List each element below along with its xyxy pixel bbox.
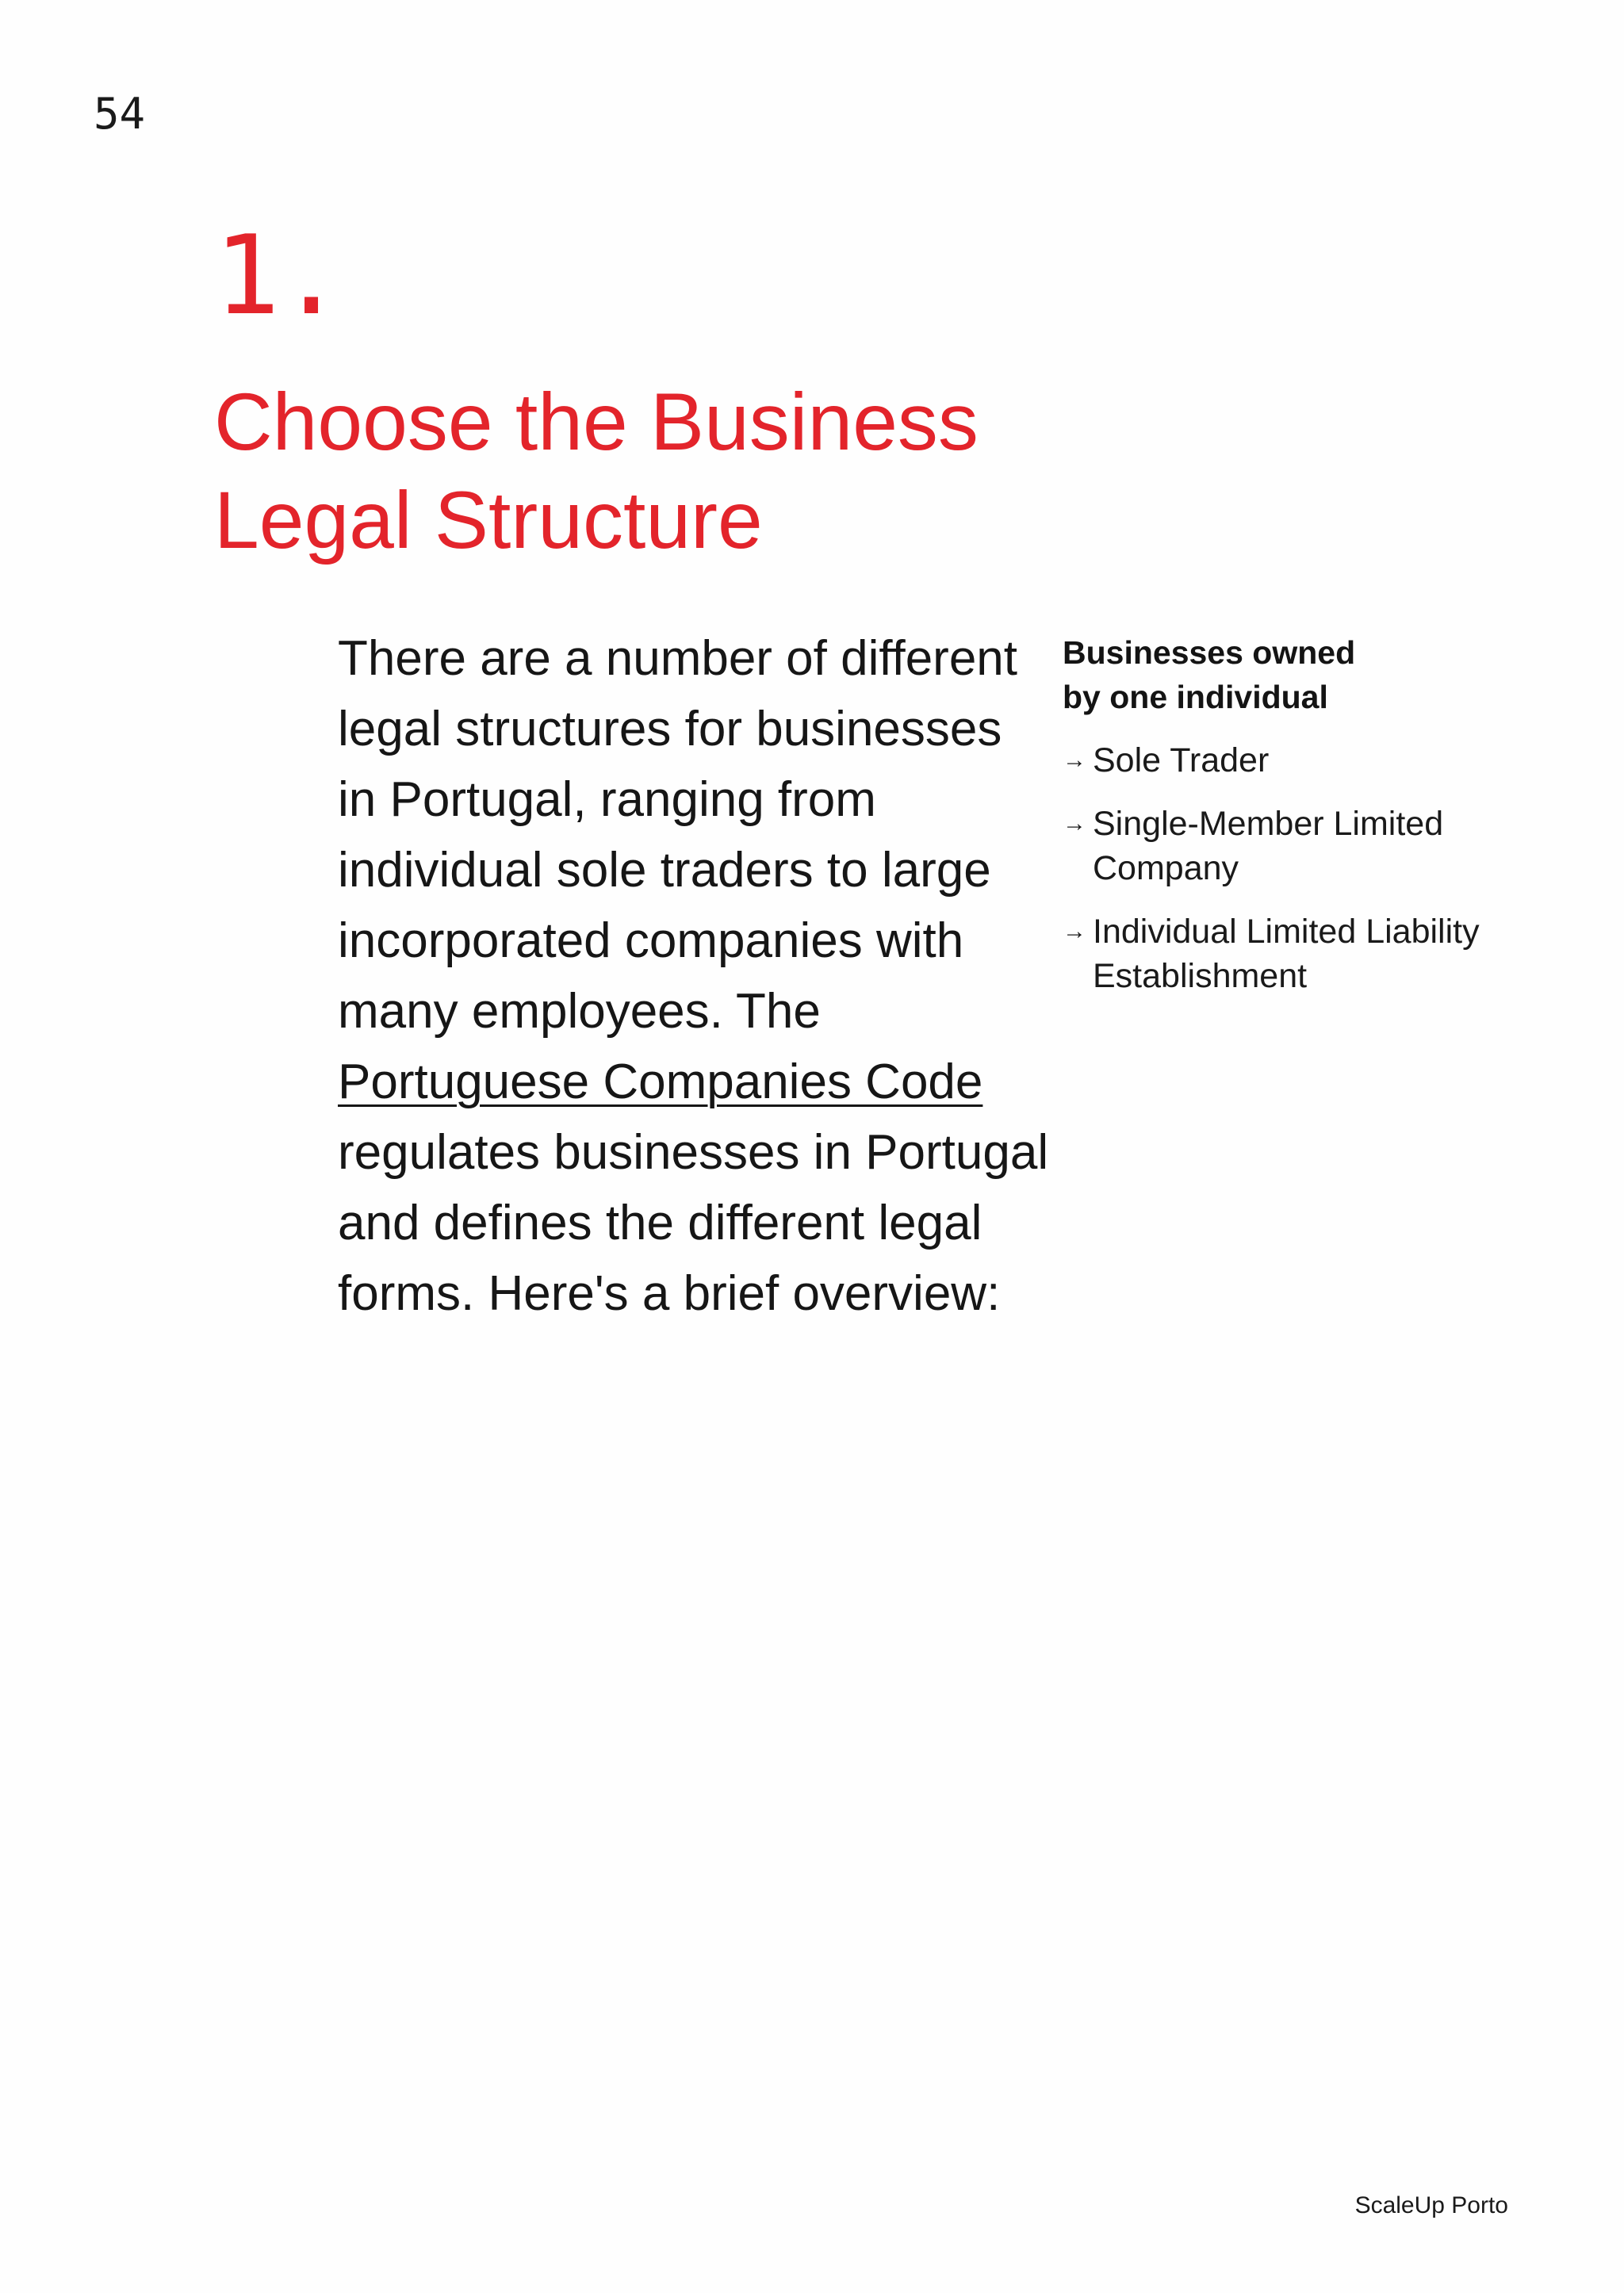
portuguese-companies-code-link[interactable]: Portuguese Companies Code: [338, 1055, 983, 1109]
sidebar-heading-line-2: by one individual: [1063, 679, 1328, 715]
list-item-label: Individual Limited Liability Establishment: [1093, 913, 1480, 995]
legal-structure-list: [1063, 738, 1538, 998]
section-number: 1.: [214, 212, 343, 339]
section-title: [214, 373, 1086, 569]
arrow-right-icon: →: [1063, 810, 1086, 836]
list-item-label: Sole Trader: [1093, 741, 1270, 779]
section-title-line-1: Choose the Business: [214, 377, 979, 467]
list-item-label: Single-Member Limited Company: [1093, 805, 1444, 887]
list-item-individual-limited-liability-establishment: [1063, 909, 1538, 998]
sidebar-heading: [1063, 630, 1538, 719]
ownership-sidebar: [1063, 630, 1538, 1017]
arrow-right-icon: →: [1063, 747, 1086, 773]
page-number: 54: [94, 89, 146, 139]
footer-brand: ScaleUp Porto: [1354, 2192, 1508, 2218]
intro-text-after-link: regulates businesses in Portugal and defines the different legal forms. Here's a brief overview:: [338, 1125, 1049, 1321]
intro-text-before-link: There are a number of different legal structures for businesses in Portugal, ranging from individual sole traders to large incorporated companies with many employees. The: [338, 631, 1018, 1039]
list-item-sole-trader: [1063, 738, 1538, 783]
sidebar-heading-line-1: Businesses owned: [1063, 634, 1356, 671]
intro-paragraph: [338, 623, 1051, 1329]
section-title-line-2: Legal Structure: [214, 475, 763, 565]
arrow-right-icon: →: [1063, 918, 1086, 944]
list-item-single-member-limited-company: [1063, 802, 1538, 890]
